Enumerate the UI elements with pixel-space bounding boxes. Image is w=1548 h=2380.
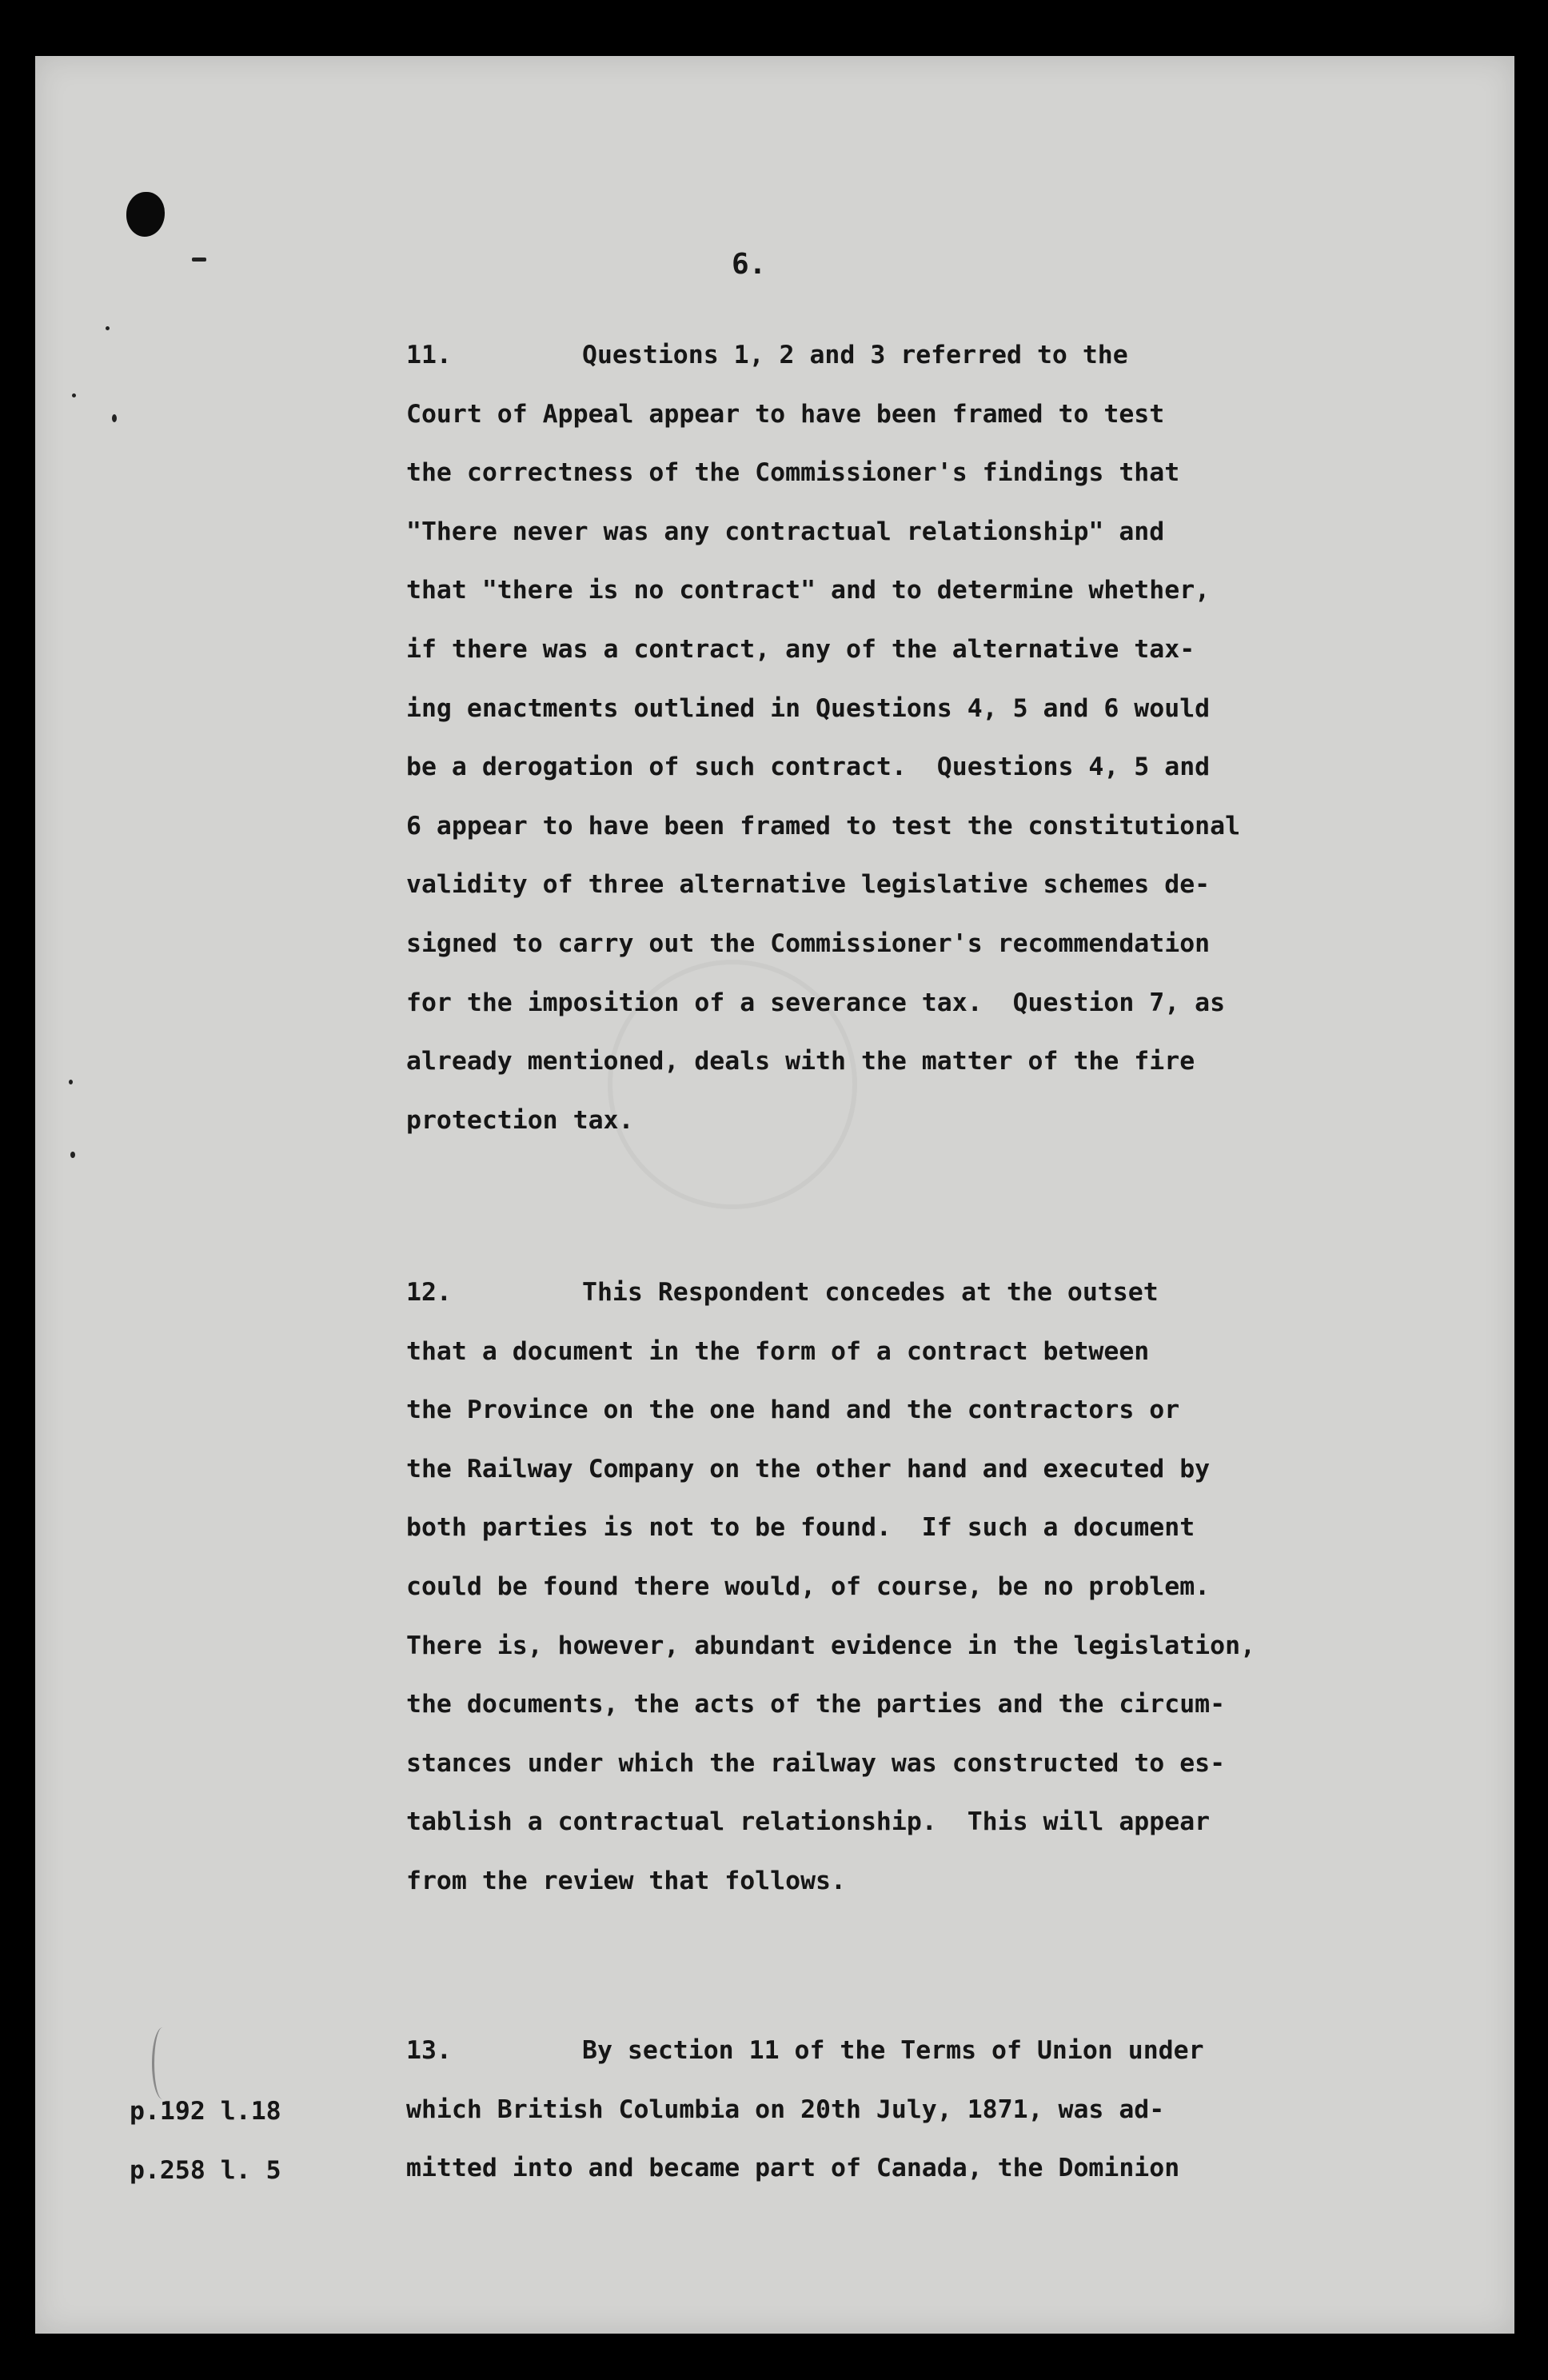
paragraph-line: validity of three alternative legislative schemes de- (406, 870, 1211, 900)
paragraph-line: which British Columbia on 20th July, 1871, was ad- (406, 2094, 1165, 2124)
speck-mark (192, 258, 206, 262)
margin-references (130, 2082, 281, 2200)
paragraph-line: both parties is not to be found. If such a document (406, 1513, 1195, 1543)
speck-mark (112, 414, 117, 422)
paragraph-line: already mentioned, deals with the matter of the fire (406, 1047, 1195, 1076)
speck-mark (106, 326, 110, 330)
speck-mark (70, 1152, 75, 1158)
paragraph-line: tablish a contractual relationship. This will appear (406, 1807, 1211, 1837)
paragraph-number: 11. (406, 341, 452, 369)
paragraph-line: the correctness of the Commissioner's findings that (406, 458, 1180, 488)
paragraph-13 (406, 2022, 1438, 2198)
paragraph-line: 6 appear to have been framed to test the constitutional (406, 811, 1241, 841)
paragraph-line: the Railway Company on the other hand and executed by (406, 1454, 1211, 1484)
paragraph-line: for the imposition of a severance tax. Question 7, as (406, 988, 1226, 1017)
paragraph-line (406, 1264, 1438, 1323)
paragraph-line: ing enactments outlined in Questions 4, 5 and 6 would (406, 693, 1211, 723)
paragraph-12 (406, 1264, 1438, 1911)
speck-mark (72, 393, 76, 397)
paragraph-number: 12. (406, 1278, 452, 1307)
paragraph-number: 13. (406, 2036, 452, 2065)
paragraph-line-text: Questions 1, 2 and 3 referred to the (582, 341, 1128, 369)
paragraph-line: from the review that follows. (406, 1866, 846, 1895)
paragraph-line: the Province on the one hand and the contractors or (406, 1396, 1180, 1425)
page-number: 6. (732, 248, 767, 281)
paragraph-line: be a derogation of such contract. Questions 4, 5 and (406, 753, 1211, 782)
paragraph-line: "There never was any contractual relationship" and (406, 517, 1165, 546)
paragraph-11 (406, 326, 1438, 1150)
paragraph-line: the documents, the acts of the parties and the circum- (406, 1690, 1226, 1719)
paragraph-line (406, 326, 1438, 385)
margin-reference: p.258 l. 5 (130, 2155, 281, 2185)
paragraph-line: mitted into and became part of Canada, the Dominion (406, 2154, 1180, 2183)
paragraph-line (406, 2022, 1438, 2081)
paragraph-line: Court of Appeal appear to have been framed to test (406, 399, 1165, 429)
paragraph-line: protection tax. (406, 1105, 634, 1135)
paragraph-line: could be found there would, of course, be no problem. (406, 1571, 1211, 1601)
paragraph-line: if there was a contract, any of the alternative tax- (406, 634, 1195, 664)
margin-reference: p.192 l.18 (130, 2097, 281, 2126)
paragraph-line: that a document in the form of a contract between (406, 1336, 1150, 1366)
paragraph-line: that "there is no contract" and to determine whether, (406, 576, 1211, 605)
paragraph-line: There is, however, abundant evidence in the legislation, (406, 1631, 1256, 1660)
paragraph-line: stances under which the railway was constructed to es- (406, 1748, 1226, 1778)
paragraph-line: signed to carry out the Commissioner's recommendation (406, 928, 1211, 958)
paragraph-line-text: This Respondent concedes at the outset (582, 1278, 1159, 1307)
paragraph-line-text: By section 11 of the Terms of Union under (582, 2036, 1204, 2065)
speck-mark (69, 1080, 73, 1084)
